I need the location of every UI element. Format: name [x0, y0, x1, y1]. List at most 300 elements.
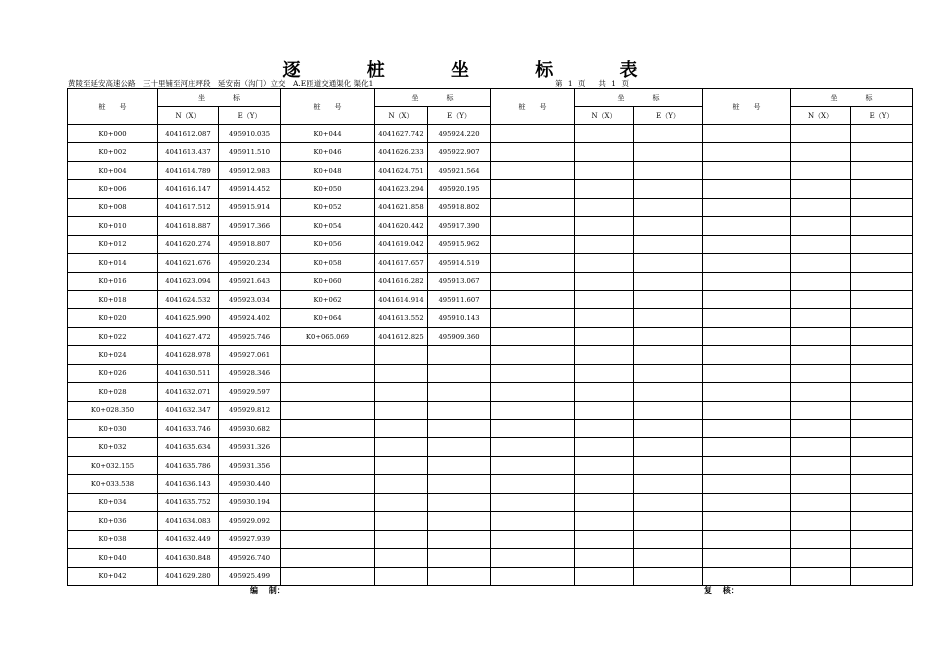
- stake-cell: K0+064: [281, 309, 375, 327]
- e-coord-cell: 495917.390: [428, 217, 491, 235]
- stake-cell: K0+030: [68, 420, 158, 438]
- e-coord-cell: [851, 217, 913, 235]
- stake-cell: [281, 401, 375, 419]
- n-coord-cell: [375, 567, 428, 585]
- table-row: [68, 493, 913, 511]
- stake-cell: [491, 290, 575, 308]
- table-row: [68, 512, 913, 530]
- n-coord-cell: 4041624.532: [158, 290, 219, 308]
- e-coord-cell: [634, 309, 703, 327]
- e-coord-cell: 495924.402: [219, 309, 281, 327]
- e-coord-cell: [851, 125, 913, 143]
- stake-cell: K0+032: [68, 438, 158, 456]
- e-coord-cell: 495927.061: [219, 346, 281, 364]
- stake-cell: [491, 180, 575, 198]
- header-coord: 坐 标: [375, 89, 491, 107]
- header-e: E（Y）: [428, 107, 491, 125]
- n-coord-cell: 4041634.083: [158, 512, 219, 530]
- stake-cell: [703, 512, 791, 530]
- n-coord-cell: [791, 567, 851, 585]
- e-coord-cell: [634, 327, 703, 345]
- stake-cell: K0+014: [68, 254, 158, 272]
- e-coord-cell: [634, 493, 703, 511]
- stake-cell: [281, 475, 375, 493]
- e-coord-cell: [428, 493, 491, 511]
- stake-cell: [491, 420, 575, 438]
- header-e: E（Y）: [219, 107, 281, 125]
- n-coord-cell: [791, 254, 851, 272]
- e-coord-cell: [634, 254, 703, 272]
- e-coord-cell: [428, 512, 491, 530]
- n-coord-cell: 4041621.676: [158, 254, 219, 272]
- n-coord-cell: [375, 346, 428, 364]
- n-coord-cell: [791, 180, 851, 198]
- n-coord-cell: [791, 512, 851, 530]
- e-coord-cell: 495914.452: [219, 180, 281, 198]
- n-coord-cell: [375, 512, 428, 530]
- e-coord-cell: 495920.195: [428, 180, 491, 198]
- n-coord-cell: [375, 549, 428, 567]
- e-coord-cell: [428, 346, 491, 364]
- n-coord-cell: [375, 493, 428, 511]
- e-coord-cell: [634, 272, 703, 290]
- e-coord-cell: 495929.092: [219, 512, 281, 530]
- n-coord-cell: 4041619.042: [375, 235, 428, 253]
- stake-cell: K0+020: [68, 309, 158, 327]
- e-coord-cell: 495925.499: [219, 567, 281, 585]
- n-coord-cell: 4041618.887: [158, 217, 219, 235]
- n-coord-cell: [791, 290, 851, 308]
- table-row: [68, 161, 913, 179]
- n-coord-cell: [375, 401, 428, 419]
- table-row: [68, 420, 913, 438]
- n-coord-cell: [791, 401, 851, 419]
- stake-cell: [703, 456, 791, 474]
- stake-cell: [703, 364, 791, 382]
- n-coord-cell: 4041636.143: [158, 475, 219, 493]
- n-coord-cell: 4041616.147: [158, 180, 219, 198]
- e-coord-cell: [851, 420, 913, 438]
- n-coord-cell: [575, 180, 634, 198]
- e-coord-cell: 495914.519: [428, 254, 491, 272]
- e-coord-cell: 495927.939: [219, 530, 281, 548]
- stake-cell: [703, 309, 791, 327]
- e-coord-cell: 495928.346: [219, 364, 281, 382]
- e-coord-cell: [634, 475, 703, 493]
- e-coord-cell: 495918.807: [219, 235, 281, 253]
- n-coord-cell: [791, 125, 851, 143]
- stake-cell: K0+050: [281, 180, 375, 198]
- stake-cell: K0+026: [68, 364, 158, 382]
- e-coord-cell: [634, 530, 703, 548]
- n-coord-cell: [791, 217, 851, 235]
- n-coord-cell: [791, 530, 851, 548]
- stake-cell: [703, 254, 791, 272]
- n-coord-cell: 4041624.751: [375, 161, 428, 179]
- n-coord-cell: [791, 420, 851, 438]
- n-coord-cell: [375, 475, 428, 493]
- header-row-1: [68, 89, 913, 107]
- e-coord-cell: [428, 549, 491, 567]
- stake-cell: K0+056: [281, 235, 375, 253]
- stake-cell: [703, 217, 791, 235]
- e-coord-cell: [851, 456, 913, 474]
- e-coord-cell: [428, 567, 491, 585]
- e-coord-cell: 495910.035: [219, 125, 281, 143]
- stake-cell: K0+058: [281, 254, 375, 272]
- header-stake: 桩 号: [703, 89, 791, 125]
- e-coord-cell: [851, 309, 913, 327]
- stake-cell: [491, 493, 575, 511]
- header-e: E（Y）: [851, 107, 913, 125]
- n-coord-cell: 4041620.442: [375, 217, 428, 235]
- stake-cell: K0+010: [68, 217, 158, 235]
- e-coord-cell: 495930.440: [219, 475, 281, 493]
- n-coord-cell: [575, 143, 634, 161]
- e-coord-cell: 495909.360: [428, 327, 491, 345]
- stake-cell: K0+028.350: [68, 401, 158, 419]
- stake-cell: K0+002: [68, 143, 158, 161]
- header-stake: 桩 号: [281, 89, 375, 125]
- header-n: N（X）: [375, 107, 428, 125]
- stake-cell: [703, 161, 791, 179]
- header-n: N（X）: [575, 107, 634, 125]
- n-coord-cell: [575, 567, 634, 585]
- table-row: [68, 401, 913, 419]
- stake-cell: [703, 567, 791, 585]
- n-coord-cell: 4041613.552: [375, 309, 428, 327]
- stake-cell: [281, 438, 375, 456]
- e-coord-cell: [428, 401, 491, 419]
- e-coord-cell: 495929.812: [219, 401, 281, 419]
- n-coord-cell: [791, 456, 851, 474]
- e-coord-cell: [851, 143, 913, 161]
- e-coord-cell: [851, 272, 913, 290]
- n-coord-cell: 4041632.347: [158, 401, 219, 419]
- n-coord-cell: [791, 143, 851, 161]
- n-coord-cell: [375, 364, 428, 382]
- n-coord-cell: 4041617.512: [158, 198, 219, 216]
- stake-cell: [491, 198, 575, 216]
- e-coord-cell: [634, 198, 703, 216]
- stake-cell: K0+004: [68, 161, 158, 179]
- stake-cell: [703, 327, 791, 345]
- e-coord-cell: 495910.143: [428, 309, 491, 327]
- n-coord-cell: [575, 198, 634, 216]
- n-coord-cell: [575, 493, 634, 511]
- stake-cell: [281, 346, 375, 364]
- header-coord: 坐 标: [575, 89, 703, 107]
- stake-cell: [281, 493, 375, 511]
- e-coord-cell: [851, 493, 913, 511]
- stake-cell: [491, 125, 575, 143]
- table-row: [68, 456, 913, 474]
- stake-cell: [491, 254, 575, 272]
- n-coord-cell: [575, 217, 634, 235]
- n-coord-cell: 4041632.071: [158, 383, 219, 401]
- n-coord-cell: [575, 309, 634, 327]
- stake-cell: [281, 549, 375, 567]
- stake-cell: K0+033.538: [68, 475, 158, 493]
- n-coord-cell: [575, 530, 634, 548]
- stake-cell: K0+000: [68, 125, 158, 143]
- e-coord-cell: [428, 456, 491, 474]
- n-coord-cell: 4041626.233: [375, 143, 428, 161]
- e-coord-cell: [428, 383, 491, 401]
- stake-cell: [281, 364, 375, 382]
- n-coord-cell: [575, 272, 634, 290]
- table-row: [68, 217, 913, 235]
- stake-cell: [491, 475, 575, 493]
- table-row: [68, 235, 913, 253]
- stake-cell: [491, 235, 575, 253]
- stake-cell: [281, 383, 375, 401]
- n-coord-cell: [791, 493, 851, 511]
- stake-cell: [703, 383, 791, 401]
- n-coord-cell: [791, 235, 851, 253]
- e-coord-cell: [634, 125, 703, 143]
- stake-cell: K0+044: [281, 125, 375, 143]
- n-coord-cell: [575, 383, 634, 401]
- n-coord-cell: 4041632.449: [158, 530, 219, 548]
- n-coord-cell: [375, 383, 428, 401]
- table-row: [68, 438, 913, 456]
- e-coord-cell: [634, 456, 703, 474]
- stake-cell: K0+046: [281, 143, 375, 161]
- n-coord-cell: 4041612.825: [375, 327, 428, 345]
- e-coord-cell: [851, 198, 913, 216]
- stake-cell: [281, 530, 375, 548]
- stake-cell: K0+062: [281, 290, 375, 308]
- table-row: [68, 125, 913, 143]
- stake-cell: [491, 161, 575, 179]
- e-coord-cell: [851, 364, 913, 382]
- n-coord-cell: [575, 161, 634, 179]
- stake-cell: K0+042: [68, 567, 158, 585]
- stake-cell: K0+040: [68, 549, 158, 567]
- stake-cell: [491, 272, 575, 290]
- stake-cell: [491, 530, 575, 548]
- stake-cell: K0+048: [281, 161, 375, 179]
- table-row: [68, 383, 913, 401]
- stake-cell: [491, 309, 575, 327]
- stake-cell: [491, 456, 575, 474]
- n-coord-cell: [575, 401, 634, 419]
- n-coord-cell: 4041635.752: [158, 493, 219, 511]
- e-coord-cell: 495924.220: [428, 125, 491, 143]
- stake-cell: K0+016: [68, 272, 158, 290]
- stake-cell: [281, 512, 375, 530]
- e-coord-cell: [851, 180, 913, 198]
- n-coord-cell: [375, 420, 428, 438]
- e-coord-cell: [634, 290, 703, 308]
- stake-cell: [703, 143, 791, 161]
- stake-cell: [491, 143, 575, 161]
- n-coord-cell: [791, 346, 851, 364]
- stake-cell: [703, 272, 791, 290]
- e-coord-cell: 495931.356: [219, 456, 281, 474]
- e-coord-cell: 495912.983: [219, 161, 281, 179]
- n-coord-cell: 4041629.280: [158, 567, 219, 585]
- stake-cell: K0+008: [68, 198, 158, 216]
- stake-cell: K0+028: [68, 383, 158, 401]
- e-coord-cell: [851, 254, 913, 272]
- stake-cell: [491, 364, 575, 382]
- stake-cell: [491, 217, 575, 235]
- stake-cell: [703, 420, 791, 438]
- stake-cell: [491, 327, 575, 345]
- e-coord-cell: [634, 383, 703, 401]
- table-row: [68, 475, 913, 493]
- table-row: [68, 346, 913, 364]
- n-coord-cell: [575, 290, 634, 308]
- e-coord-cell: [851, 438, 913, 456]
- table-row: [68, 549, 913, 567]
- stake-cell: K0+065.069: [281, 327, 375, 345]
- e-coord-cell: [634, 549, 703, 567]
- n-coord-cell: [791, 272, 851, 290]
- n-coord-cell: [575, 475, 634, 493]
- n-coord-cell: [791, 161, 851, 179]
- table-row: [68, 530, 913, 548]
- e-coord-cell: [634, 512, 703, 530]
- project-subtitle: 黄陵至延安高速公路 三十里铺至河庄坪段 延安南（沟门）立交 A.E匝道交通渠化 渠化1: [68, 79, 374, 88]
- n-coord-cell: [791, 309, 851, 327]
- e-coord-cell: 495931.326: [219, 438, 281, 456]
- e-coord-cell: [428, 364, 491, 382]
- e-coord-cell: 495920.234: [219, 254, 281, 272]
- e-coord-cell: 495921.564: [428, 161, 491, 179]
- stake-cell: [703, 549, 791, 567]
- stake-cell: [703, 180, 791, 198]
- n-coord-cell: 4041621.858: [375, 198, 428, 216]
- n-coord-cell: 4041616.282: [375, 272, 428, 290]
- e-coord-cell: [634, 217, 703, 235]
- stake-cell: [703, 290, 791, 308]
- e-coord-cell: 495929.597: [219, 383, 281, 401]
- e-coord-cell: [851, 290, 913, 308]
- e-coord-cell: [851, 401, 913, 419]
- header-stake: 桩 号: [68, 89, 158, 125]
- n-coord-cell: [791, 198, 851, 216]
- e-coord-cell: 495930.682: [219, 420, 281, 438]
- table-body: [68, 125, 913, 586]
- header-coord: 坐 标: [791, 89, 913, 107]
- n-coord-cell: 4041627.472: [158, 327, 219, 345]
- e-coord-cell: [851, 567, 913, 585]
- n-coord-cell: 4041627.742: [375, 125, 428, 143]
- stake-cell: [491, 438, 575, 456]
- n-coord-cell: [375, 456, 428, 474]
- n-coord-cell: 4041630.848: [158, 549, 219, 567]
- n-coord-cell: 4041630.511: [158, 364, 219, 382]
- stake-cell: K0+012: [68, 235, 158, 253]
- table-row: [68, 143, 913, 161]
- n-coord-cell: 4041612.087: [158, 125, 219, 143]
- stake-cell: [703, 530, 791, 548]
- e-coord-cell: [428, 530, 491, 548]
- table-row: [68, 254, 913, 272]
- e-coord-cell: 495926.740: [219, 549, 281, 567]
- n-coord-cell: [575, 438, 634, 456]
- e-coord-cell: 495911.607: [428, 290, 491, 308]
- stake-cell: [703, 198, 791, 216]
- e-coord-cell: [634, 235, 703, 253]
- n-coord-cell: [575, 549, 634, 567]
- e-coord-cell: [428, 475, 491, 493]
- e-coord-cell: 495930.194: [219, 493, 281, 511]
- n-coord-cell: [375, 438, 428, 456]
- stake-cell: K0+054: [281, 217, 375, 235]
- n-coord-cell: 4041623.294: [375, 180, 428, 198]
- compiled-by-label: 编 制：: [250, 585, 285, 595]
- table-row: [68, 198, 913, 216]
- e-coord-cell: [428, 420, 491, 438]
- n-coord-cell: [575, 346, 634, 364]
- stake-cell: [703, 401, 791, 419]
- e-coord-cell: 495923.034: [219, 290, 281, 308]
- e-coord-cell: [634, 161, 703, 179]
- page-title: 逐 桩 坐 标 表: [282, 60, 668, 81]
- n-coord-cell: 4041620.274: [158, 235, 219, 253]
- n-coord-cell: 4041614.789: [158, 161, 219, 179]
- table-row: [68, 272, 913, 290]
- coordinate-table: [67, 88, 913, 586]
- n-coord-cell: 4041625.990: [158, 309, 219, 327]
- table-row: [68, 364, 913, 382]
- stake-cell: [491, 346, 575, 364]
- n-coord-cell: [791, 364, 851, 382]
- e-coord-cell: 495925.746: [219, 327, 281, 345]
- n-coord-cell: [791, 327, 851, 345]
- stake-cell: [703, 346, 791, 364]
- e-coord-cell: [851, 383, 913, 401]
- e-coord-cell: 495921.643: [219, 272, 281, 290]
- stake-cell: [281, 567, 375, 585]
- e-coord-cell: [634, 364, 703, 382]
- n-coord-cell: [791, 383, 851, 401]
- table-row: [68, 180, 913, 198]
- e-coord-cell: [634, 438, 703, 456]
- n-coord-cell: 4041613.437: [158, 143, 219, 161]
- stake-cell: [491, 512, 575, 530]
- e-coord-cell: [851, 512, 913, 530]
- stake-cell: K0+052: [281, 198, 375, 216]
- stake-cell: K0+032.155: [68, 456, 158, 474]
- e-coord-cell: [634, 346, 703, 364]
- n-coord-cell: [575, 456, 634, 474]
- n-coord-cell: 4041623.094: [158, 272, 219, 290]
- e-coord-cell: [851, 530, 913, 548]
- e-coord-cell: [851, 161, 913, 179]
- n-coord-cell: 4041628.978: [158, 346, 219, 364]
- n-coord-cell: [791, 549, 851, 567]
- n-coord-cell: 4041614.914: [375, 290, 428, 308]
- reviewed-by-label: 复 核：: [704, 585, 739, 595]
- n-coord-cell: [575, 512, 634, 530]
- e-coord-cell: [851, 235, 913, 253]
- e-coord-cell: [428, 438, 491, 456]
- stake-cell: [703, 438, 791, 456]
- stake-cell: [491, 383, 575, 401]
- n-coord-cell: [575, 364, 634, 382]
- e-coord-cell: 495915.914: [219, 198, 281, 216]
- stake-cell: K0+006: [68, 180, 158, 198]
- header-n: N（X）: [791, 107, 851, 125]
- e-coord-cell: [851, 475, 913, 493]
- stake-cell: K0+038: [68, 530, 158, 548]
- stake-cell: [703, 235, 791, 253]
